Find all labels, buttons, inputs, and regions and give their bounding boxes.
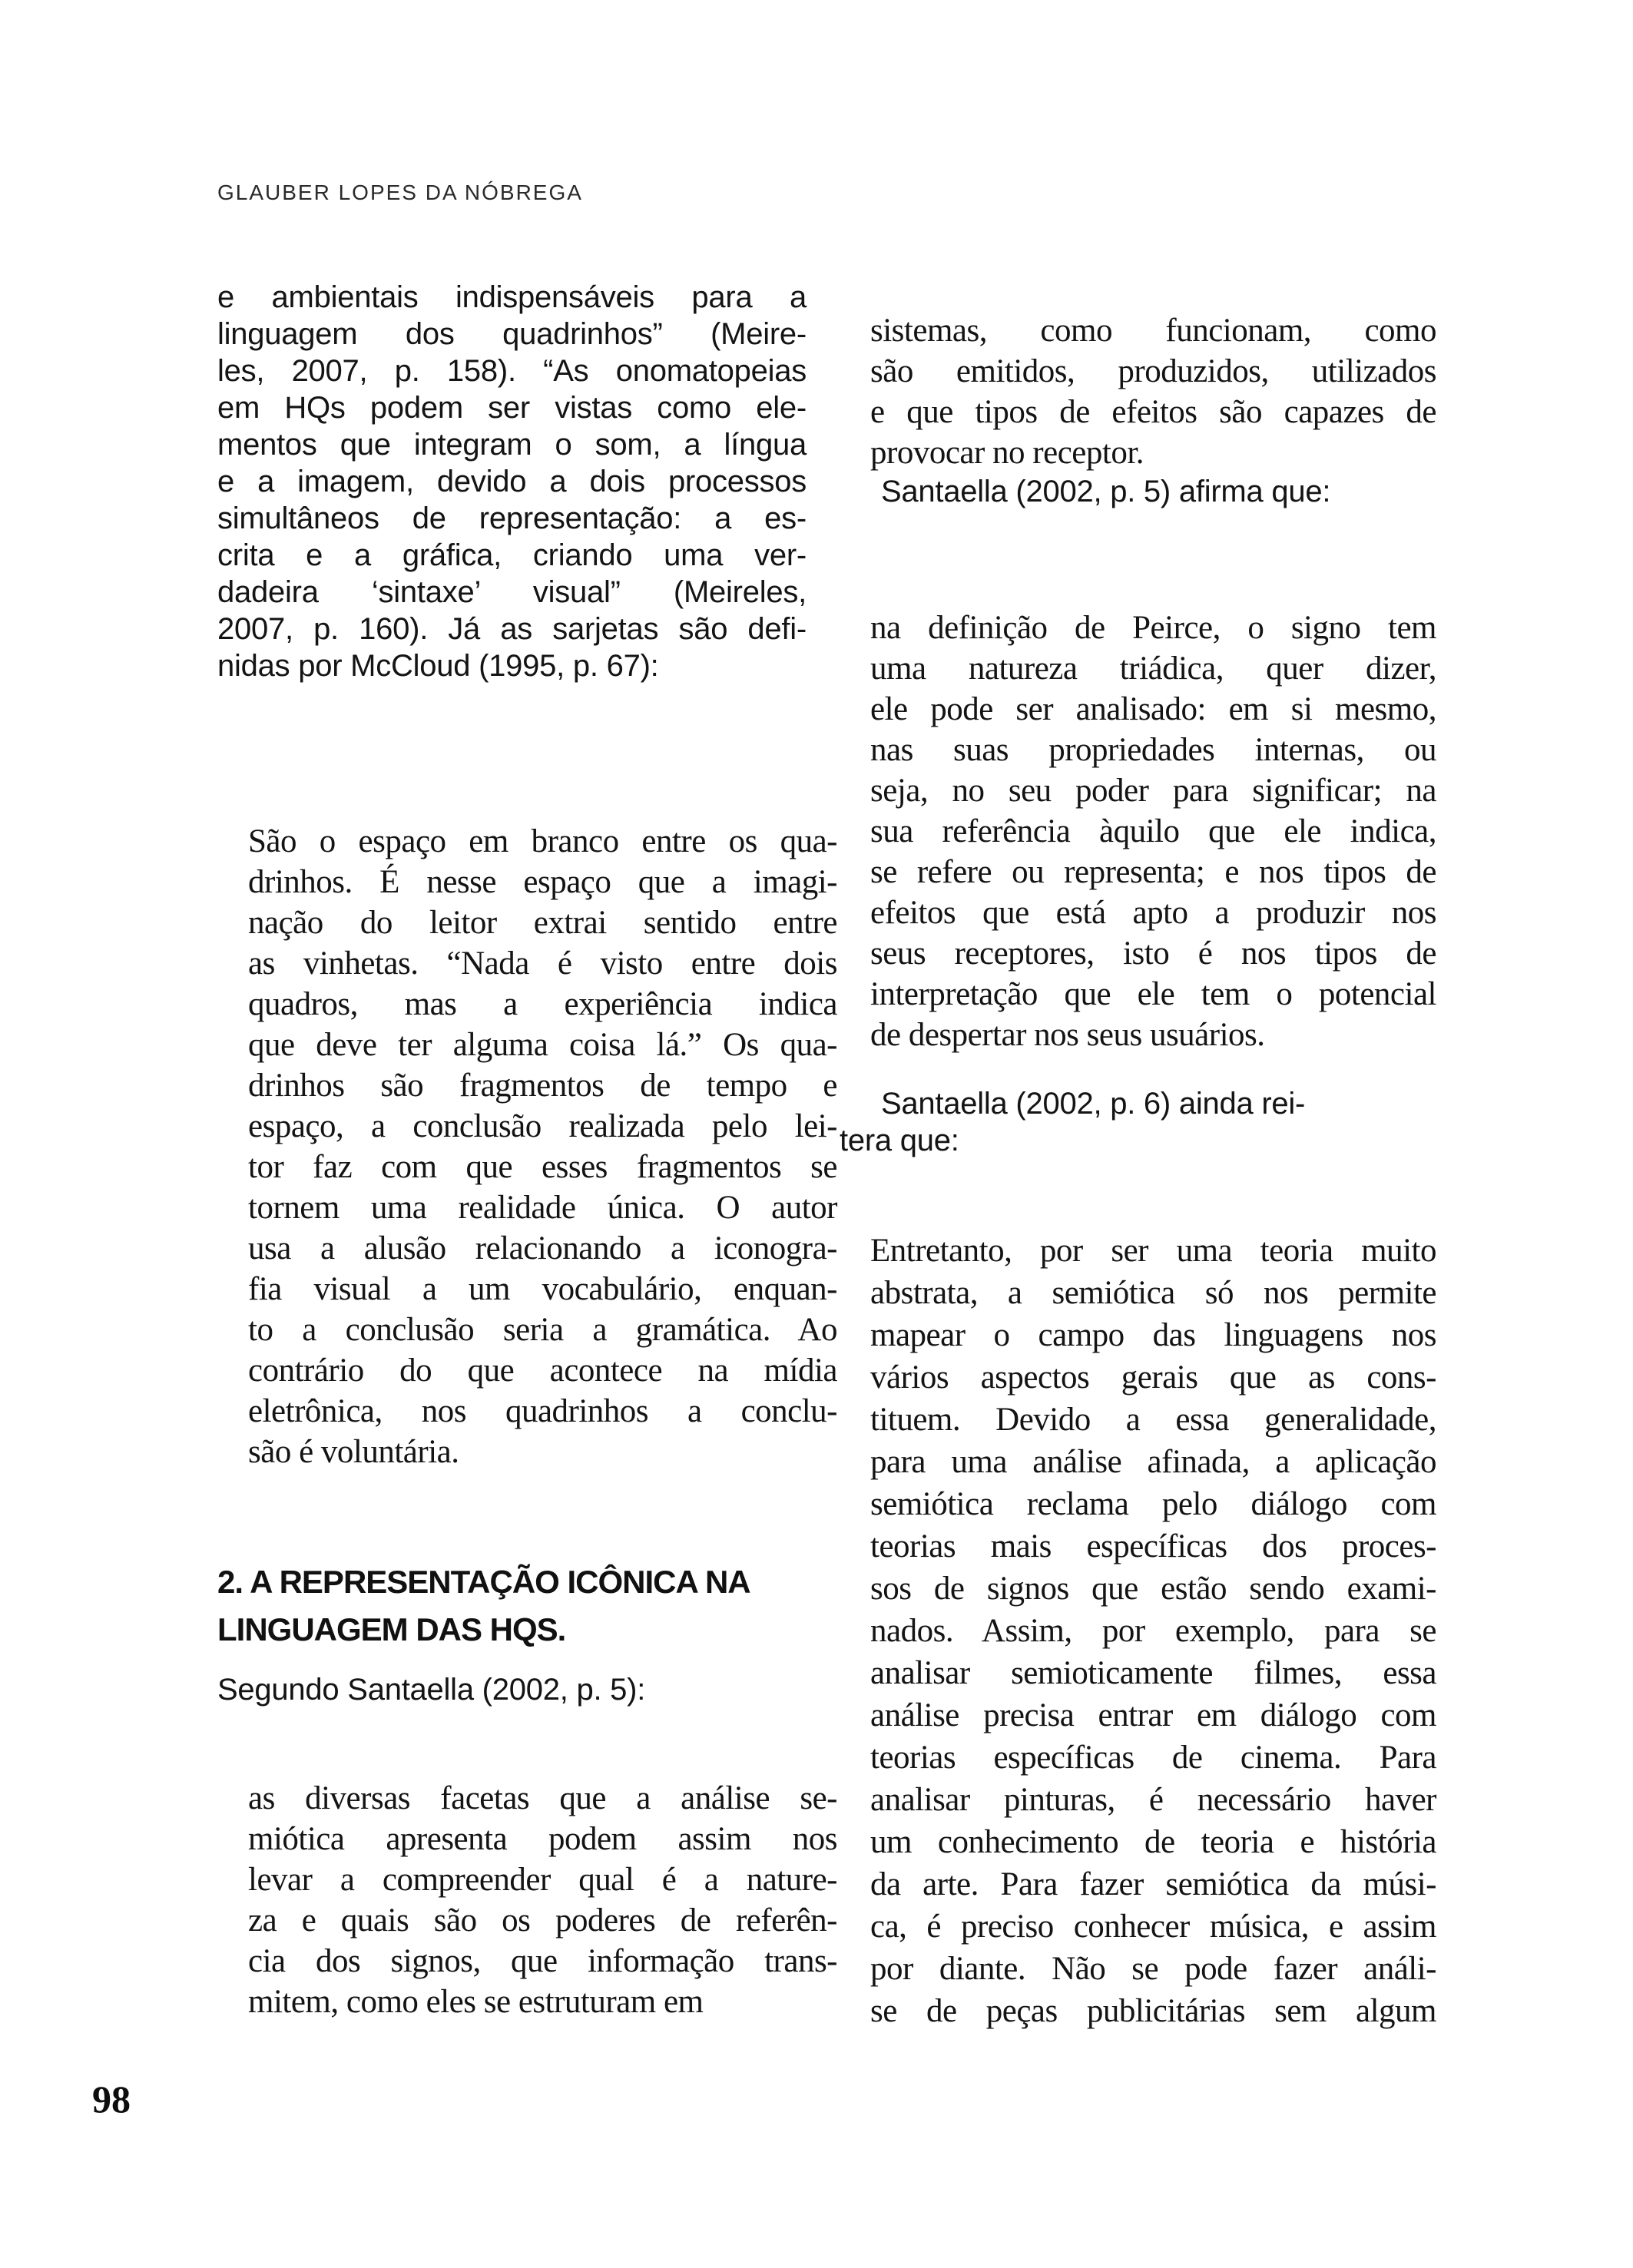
section-heading-representacao-iconica: 2. A REPRESENTAÇÃO ICÔNICA NA LINGUAGEM DAS HQS. (217, 1563, 750, 1647)
paragraph-onomatopeias: e ambientais indispensáveis para a linguagem dos quadrinhos” (Meire- les, 2007, p. 158). “As onomatopeias em HQs podem ser vistas como ele- mentos que integram o som, a língua e a imagem, devido a dois processos simultâneos de representação: a es- crita e a gráfica, criando uma ver- dadeira ‘sintaxe’ visual” (Meireles, 2007, p. 160). Já as sarjetas são defi- nidas por McCloud (1995, p. 67): (217, 280, 807, 683)
blockquote-mccloud-sarjetas: São o espaço em branco entre os qua- drinhos. É nesse espaço que a imagi- nação do leitor extrai sentido entre as vinhetas. “Nada é visto entre dois quadros, mas a experiência indica que deve ter alguma coisa lá.” Os qua- drinhos são fragmentos de tempo e espaço, a conclusão realizada pelo lei- tor faz com que esses fragmentos se tornem uma realidade única. O autor usa a alusão relacionando a iconogra- fia visual a um vocabulário, enquan- to a conclusão seria a gramática. Ao contrário do que acontece na mídia eletrônica, nos quadrinhos a conclu- são é voluntária. (248, 823, 837, 1470)
citation-intro-santaella-reitera: Santaella (2002, p. 6) ainda rei- tera que: (840, 1087, 1306, 1157)
page-number: 98 (92, 2078, 131, 2121)
blockquote-santaella-p5-part1: as diversas facetas que a análise se- miótica apresenta podem assim nos levar a compreender qual é a nature- za e quais são os poderes de referên- cia dos signos, que informação trans- mitem, como eles se estruturam em (248, 1780, 837, 2020)
running-header: GLAUBER LOPES DA NÓBREGA (217, 180, 583, 204)
citation-intro-santaella-afirma: Santaella (2002, p. 5) afirma que: (881, 475, 1331, 508)
citation-intro-segundo-santaella: Segundo Santaella (2002, p. 5): (217, 1673, 646, 1707)
blockquote-santaella-p5-part2: sistemas, como funcionam, como são emitidos, produzidos, utilizados e que tipos de efeitos são capazes de provocar no receptor. (870, 313, 1436, 471)
blockquote-peirce-signo: na definição de Peirce, o signo tem uma natureza triádica, quer dizer, ele pode ser analisado: em si mesmo, nas suas propriedades internas, ou seja, no seu poder para significar; na sua referência àquilo que ele indica, se refere ou representa; e nos tipos de efeitos que está apto a produzir nos seus receptores, isto é nos tipos de interpretação que ele tem o potencial de despertar nos seus usuários. (870, 610, 1436, 1053)
blockquote-teoria-abstrata: Entretanto, por ser uma teoria muito abstrata, a semiótica só nos permite mapear o campo das linguagens nos vários aspectos gerais que as cons- tituem. Devido a essa generalidade, para uma análise afinada, a aplicação semiótica reclama pelo diálogo com teorias mais específicas dos proces- sos de signos que estão sendo exami- nados. Assim, por exemplo, para se analisar semioticamente filmes, essa análise precisa entrar em diálogo com teorias específicas de cinema. Para analisar pinturas, é necessário haver um conhecimento de teoria e história da arte. Para fazer semiótica da músi- ca, é preciso conhecer música, e assim por diante. Não se pode fazer análi- se de peças publicitárias sem algum (870, 1233, 1436, 2029)
